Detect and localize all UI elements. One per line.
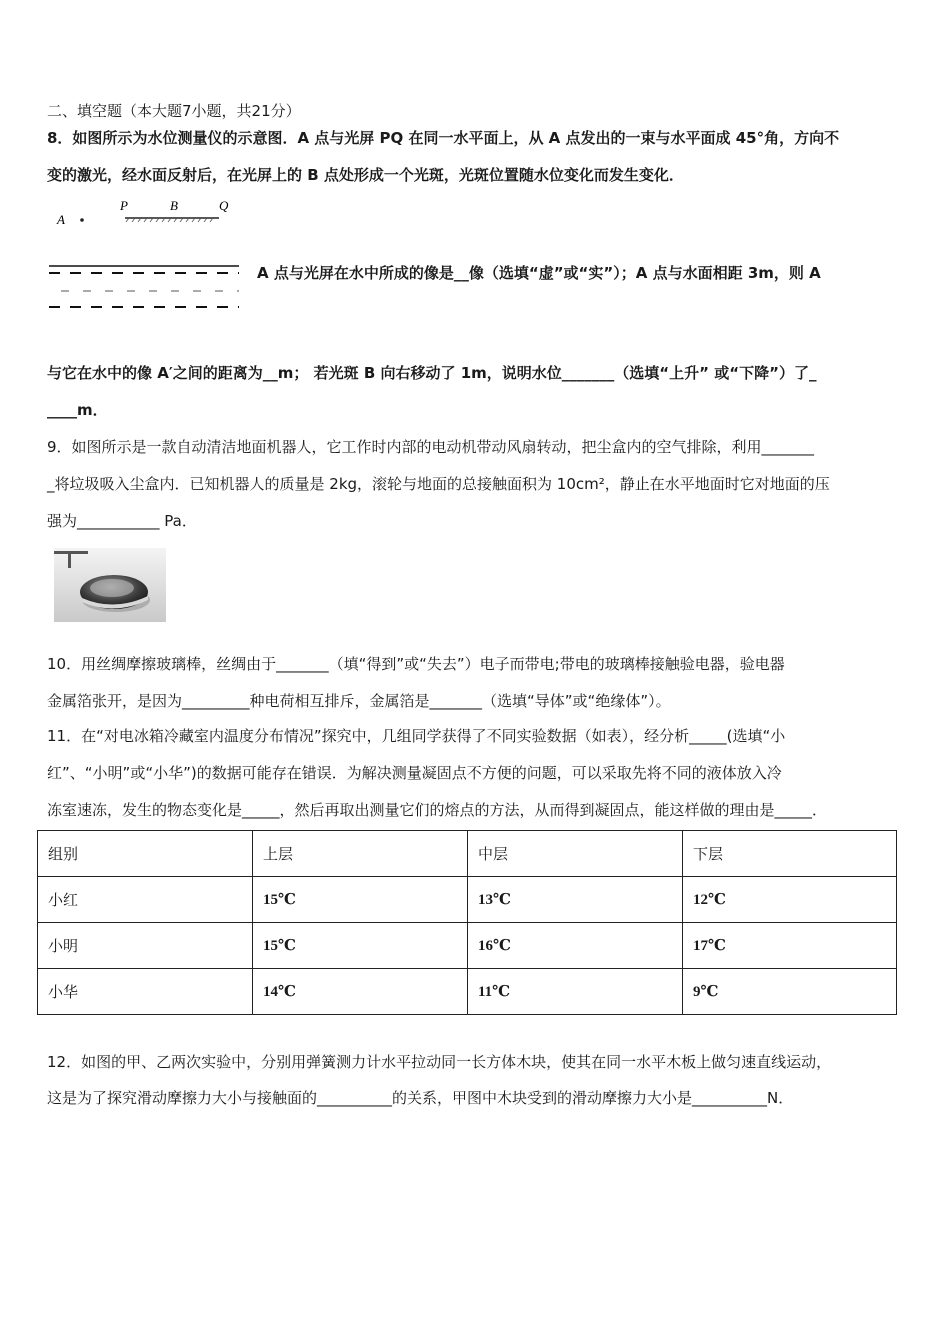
table-row (38, 877, 897, 923)
q10-line-1: 10．用丝绸摩擦玻璃棒，丝绸由于_______（填“得到”或“失去”）电子而带电;带电的玻璃棒接触验电器，验电器 (47, 655, 785, 673)
header-upper: 上层 (253, 831, 468, 877)
q8-line-1: 8．如图所示为水位测量仪的示意图．A 点与光屏 PQ 在同一水平面上，从 A 点发出的一束与水平面成 45°角，方向不 (47, 129, 840, 147)
cell-upper: 15℃ (253, 923, 468, 969)
table-row (38, 969, 897, 1015)
cell-middle: 11℃ (468, 969, 683, 1015)
q10-line-2: 金属箔张开，是因为_________种电荷相互排斥，金属箔是_______（选填“导体”或“绝缘体”）。 (47, 692, 671, 710)
row-name: 小红 (38, 877, 253, 923)
q8-line-2: 变的激光，经水面反射后，在光屏上的 B 点处形成一个光斑，光斑位置随水位变化而发生变化． (47, 166, 684, 184)
cell-upper: 14℃ (253, 969, 468, 1015)
q11-line-3: 冻室速冻，发生的物态变化是_____，然后再取出测量它们的熔点的方法，从而得到凝固点，能这样做的理由是_____． (47, 801, 828, 819)
figure-label-b: B (170, 198, 178, 213)
q11-line-1: 11．在“对电冰箱冷藏室内温度分布情况”探究中，几组同学获得了不同实验数据（如表），经分析_____(选填“小 (47, 727, 786, 745)
q12-line-1: 12．如图的甲、乙两次实验中，分别用弹簧测力计水平拉动同一长方体木块，使其在同一水平木板上做匀速直线运动， (47, 1053, 832, 1071)
cell-lower: 12℃ (683, 877, 897, 923)
figure-label-a: A (57, 212, 65, 227)
row-name: 小明 (38, 923, 253, 969)
q8-line-4: 与它在水中的像 A′之间的距离为__m； 若光斑 B 向右移动了 1m，说明水位_______（选填“上升” 或“下降”）了_ (47, 364, 817, 382)
q11-line-2: 红”、“小明”或“小华”)的数据可能存在错误．为解决测量凝固点不方便的问题，可以采取先将不同的液体放入冷 (47, 764, 782, 782)
q8-line-3: A 点与光屏在水中所成的像是__像（选填“虚”或“实”）；A 点与水面相距 3m，则 A (257, 264, 821, 282)
header-group: 组别 (38, 831, 253, 877)
section-header: 二、填空题（本大题7小题，共21分） (47, 102, 301, 120)
cell-upper: 15℃ (253, 877, 468, 923)
header-lower: 下层 (683, 831, 897, 877)
cell-lower: 9℃ (683, 969, 897, 1015)
q9-line-2: _将垃圾吸入尘盒内．已知机器人的质量是 2kg，滚轮与地面的总接触面积为 10cm²，静止在水平地面时它对地面的压 (47, 475, 830, 493)
cell-middle: 13℃ (468, 877, 683, 923)
cell-lower: 17℃ (683, 923, 897, 969)
water-level-meter-figure (47, 196, 257, 316)
cleaning-robot-image (54, 548, 166, 622)
point-a-dot (80, 218, 84, 222)
q12-line-2: 这是为了探究滑动摩擦力大小与接触面的__________的关系，甲图中木块受到的滑动摩擦力大小是__________N． (47, 1089, 794, 1107)
table-header-row (38, 831, 897, 877)
q8-line-5: ____m． (47, 401, 108, 419)
q9-line-3: 强为___________ Pa． (47, 512, 197, 530)
temperature-table (37, 830, 897, 1015)
figure-label-p: P (120, 198, 128, 213)
q9-line-1: 9．如图所示是一款自动清洁地面机器人，它工作时内部的电动机带动风扇转动，把尘盒内的空气排除，利用_______ (47, 438, 815, 456)
header-middle: 中层 (468, 831, 683, 877)
cell-middle: 16℃ (468, 923, 683, 969)
row-name: 小华 (38, 969, 253, 1015)
figure-label-q: Q (219, 198, 229, 213)
table-row (38, 923, 897, 969)
